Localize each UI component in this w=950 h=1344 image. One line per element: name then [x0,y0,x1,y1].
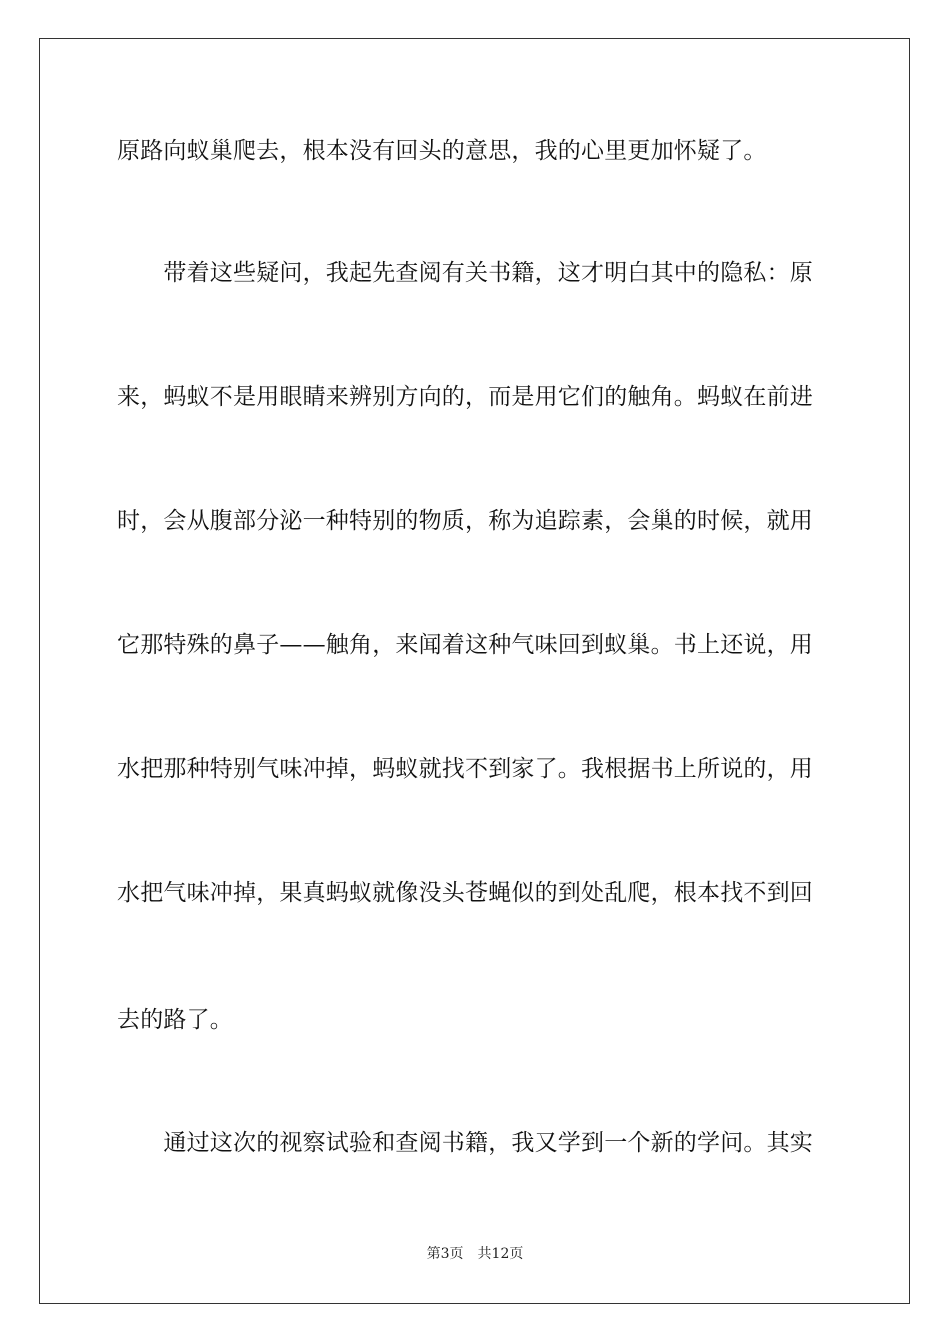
body-line-2: 带着这些疑问，我起先查阅有关书籍，这才明白其中的隐私：原 [117,260,813,286]
page-footer [0,1245,950,1263]
page-number: 第3页 [426,1246,464,1262]
body-line-1: 原路向蚁巢爬去，根本没有回头的意思，我的心里更加怀疑了。 [117,138,767,164]
body-line-4: 时，会从腹部分泌一种特别的物质，称为追踪素，会巢的时候，就用 [117,508,813,534]
page-border [39,38,910,1304]
body-line-7: 水把气味冲掉，果真蚂蚁就像没头苍蝇似的到处乱爬，根本找不到回 [117,880,813,906]
body-line-8: 去的路了。 [117,1007,233,1033]
body-line-9: 通过这次的视察试验和查阅书籍，我又学到一个新的学问。其实 [117,1130,813,1156]
body-line-5: 它那特殊的鼻子——触角，来闻着这种气味回到蚁巢。书上还说，用 [117,632,813,658]
page-total: 共12页 [477,1246,524,1262]
body-line-6: 水把那种特别气味冲掉，蚂蚁就找不到家了。我根据书上所说的，用 [117,756,813,782]
body-line-3: 来，蚂蚁不是用眼睛来辨别方向的，而是用它们的触角。蚂蚁在前进 [117,384,813,410]
